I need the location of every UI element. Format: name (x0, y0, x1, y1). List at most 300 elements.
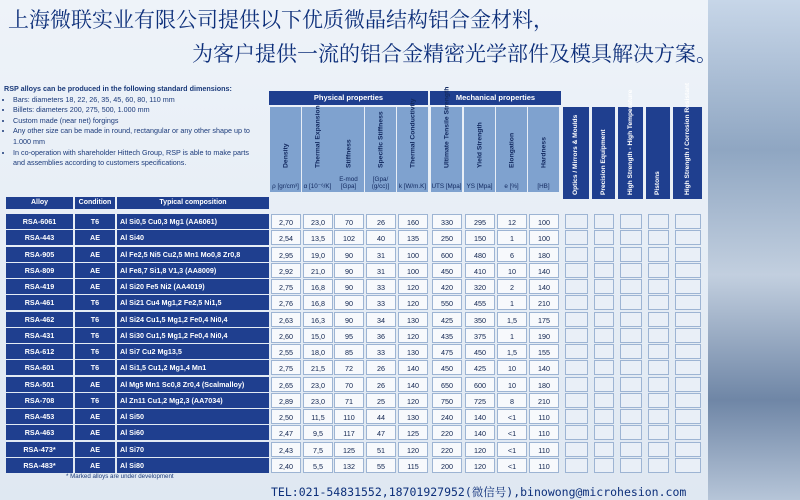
property-value: 13,5 (303, 230, 333, 245)
alloy-condition: T6 (75, 328, 115, 343)
property-value: 110 (334, 409, 364, 424)
application-cell (565, 360, 588, 375)
property-value: 140 (398, 360, 428, 375)
application-cell (675, 442, 701, 457)
intro-bullet: • Billets: diameters 200, 275, 500, 1.000 mm (13, 105, 262, 116)
photo-panel (708, 0, 800, 500)
property-value: 550 (432, 295, 462, 310)
property-value: 2,54 (271, 230, 301, 245)
application-cell (620, 425, 642, 440)
property-value: 180 (529, 247, 559, 262)
property-value: 16,8 (303, 295, 333, 310)
application-cell (565, 425, 588, 440)
column-header-unit: YS [Mpa] (466, 183, 493, 190)
column-header (333, 107, 365, 192)
property-value: 240 (432, 409, 462, 424)
property-value: 100 (398, 247, 428, 262)
application-cell (620, 377, 642, 392)
alloy-condition: AE (75, 425, 115, 440)
application-cell (648, 360, 669, 375)
application-cell (565, 458, 588, 473)
property-value: 33 (366, 295, 396, 310)
property-value: 115 (398, 458, 428, 473)
alloy-name: RSA-809 (6, 263, 73, 278)
application-cell (565, 377, 588, 392)
property-value: 125 (398, 425, 428, 440)
alloy-condition: T6 (75, 344, 115, 359)
alloy-name: RSA-6061 (6, 214, 73, 229)
property-value: 120 (398, 279, 428, 294)
table-row (6, 230, 706, 245)
application-cell (648, 377, 669, 392)
intro-bullet: • Bars: diameters 18, 22, 26, 35, 45, 60, 80, 110 mm (13, 95, 262, 106)
property-value: 140 (529, 263, 559, 278)
application-cell (620, 247, 642, 262)
application-cell (648, 425, 669, 440)
headline-line-1: 上海微联实业有限公司提供以下优质微晶结构铝合金材料， (8, 8, 554, 32)
application-cell (648, 328, 669, 343)
property-value: 23,0 (303, 377, 333, 392)
alloy-condition: AE (75, 458, 115, 473)
property-value: 2 (497, 279, 527, 294)
property-value: 117 (334, 425, 364, 440)
application-cell (675, 344, 701, 359)
condition-column-header: Condition (75, 197, 115, 209)
alloy-composition: Al Si60 (117, 425, 269, 440)
property-value: 180 (529, 377, 559, 392)
application-cell (565, 409, 588, 424)
alloy-condition: T6 (75, 312, 115, 327)
property-value: 125 (334, 442, 364, 457)
alloy-composition: Al Si80 (117, 458, 269, 473)
application-cell (594, 263, 614, 278)
composition-column-header: Typical composition (117, 197, 269, 209)
alloy-composition: Al Si1,5 Cu1,2 Mg1,4 Mn1 (117, 360, 269, 375)
property-value: 90 (334, 312, 364, 327)
property-value: 110 (529, 409, 559, 424)
application-cell (565, 247, 588, 262)
property-value: 600 (465, 377, 495, 392)
table-row (6, 377, 706, 392)
application-cell (565, 230, 588, 245)
property-value: 320 (465, 279, 495, 294)
property-value: <1 (497, 458, 527, 473)
property-value: 47 (366, 425, 396, 440)
column-header-label: Thermal Expansion (314, 105, 321, 168)
alloy-composition: Al Si21 Cu4 Mg1,2 Fe2,5 Ni1,5 (117, 295, 269, 310)
property-value: 90 (334, 279, 364, 294)
application-cell (648, 393, 669, 408)
property-value: 51 (366, 442, 396, 457)
application-cell (565, 328, 588, 343)
property-value: 130 (398, 409, 428, 424)
property-value: 18,0 (303, 344, 333, 359)
intro-bullet: • Custom made (near net) forgings (13, 116, 262, 127)
property-value: 40 (366, 230, 396, 245)
column-header-unit: E-mod [Gpa] (339, 176, 358, 190)
application-cell (620, 263, 642, 278)
property-value: 6 (497, 247, 527, 262)
alloy-composition: Al Fe2,5 Ni5 Cu2,5 Mn1 Mo0,8 Zr0,8 (117, 247, 269, 262)
alloy-name: RSA-483* (6, 458, 73, 473)
property-value: 33 (366, 344, 396, 359)
property-value: 23,0 (303, 214, 333, 229)
alloy-composition: Al Fe8,7 Si1,8 V1,3 (AA8009) (117, 263, 269, 278)
alloy-name: RSA-601 (6, 360, 73, 375)
property-value: 120 (465, 458, 495, 473)
application-cell (620, 409, 642, 424)
property-value: 650 (432, 377, 462, 392)
headline-line-2: 为客户提供一流的铝合金精密光学部件及模具解决方案。 (192, 42, 717, 66)
application-cell (594, 360, 614, 375)
table-row (6, 442, 706, 457)
property-value: <1 (497, 409, 527, 424)
property-value: 132 (334, 458, 364, 473)
application-cell (594, 458, 614, 473)
application-cell (620, 442, 642, 457)
column-header-label: Stiffness (345, 139, 352, 168)
column-header-label: Hardness (540, 137, 547, 168)
property-value: 480 (465, 247, 495, 262)
property-value: 10 (497, 360, 527, 375)
alloy-composition: Al Si40 (117, 230, 269, 245)
application-column-header (592, 107, 616, 199)
column-header-label: Density (282, 143, 289, 168)
application-cell (594, 279, 614, 294)
property-value: 250 (432, 230, 462, 245)
property-value: 95 (334, 328, 364, 343)
application-cell (565, 214, 588, 229)
table-row (6, 360, 706, 375)
property-value: 2,43 (271, 442, 301, 457)
application-cell (565, 393, 588, 408)
application-cell (565, 442, 588, 457)
application-cell (594, 214, 614, 229)
property-value: 1 (497, 230, 527, 245)
column-header (431, 86, 463, 192)
alloy-condition: T6 (75, 360, 115, 375)
application-cell (648, 279, 669, 294)
property-value: 55 (366, 458, 396, 473)
property-value: 110 (529, 458, 559, 473)
alloy-condition: AE (75, 442, 115, 457)
column-header (365, 107, 397, 192)
column-header-unit: [HB] (537, 183, 550, 190)
application-column-header (673, 82, 703, 199)
property-value: 26 (366, 377, 396, 392)
property-value: 15,0 (303, 328, 333, 343)
application-cell (620, 328, 642, 343)
property-value: 7,5 (303, 442, 333, 457)
property-value: 100 (529, 214, 559, 229)
property-value: 120 (398, 442, 428, 457)
application-column-header (646, 107, 671, 199)
alloy-composition: Al Zn11 Cu1,2 Mg2,3 (AA7034) (117, 393, 269, 408)
alloy-name: RSA-462 (6, 312, 73, 327)
property-value: 2,47 (271, 425, 301, 440)
property-value: 25 (366, 393, 396, 408)
property-value: 2,63 (271, 312, 301, 327)
property-value: 450 (432, 360, 462, 375)
application-column-label: Optics / Mirrors & Moulds (572, 114, 579, 195)
property-value: 2,50 (271, 409, 301, 424)
property-value: 8 (497, 393, 527, 408)
application-cell (620, 393, 642, 408)
alloy-condition: AE (75, 279, 115, 294)
alloy-name: RSA-708 (6, 393, 73, 408)
property-value: 2,89 (271, 393, 301, 408)
intro-bullet-list (4, 95, 262, 169)
application-column-header (618, 89, 644, 199)
property-value: 425 (465, 360, 495, 375)
property-value: 150 (465, 230, 495, 245)
column-header-label: Ultimate Tensile Strength (443, 86, 450, 168)
column-header-label: Yield Strength (476, 122, 483, 168)
alloy-name: RSA-612 (6, 344, 73, 359)
property-value: 210 (529, 393, 559, 408)
alloy-name: RSA-453 (6, 409, 73, 424)
property-value: 71 (334, 393, 364, 408)
property-value: 90 (334, 295, 364, 310)
application-cell (565, 279, 588, 294)
application-cell (565, 344, 588, 359)
column-header-unit: k [W/m.K] (398, 183, 427, 190)
application-cell (620, 230, 642, 245)
application-cell (675, 377, 701, 392)
property-value: 120 (398, 393, 428, 408)
application-cell (648, 247, 669, 262)
application-cell (648, 344, 669, 359)
table-row (6, 393, 706, 408)
column-header-unit: [Gpa/ (g/cc)] (371, 176, 390, 190)
column-header-unit: ρ [gr/cm³] (272, 183, 299, 190)
property-value: 140 (529, 360, 559, 375)
property-value: 1,5 (497, 344, 527, 359)
property-value: 135 (398, 230, 428, 245)
application-cell (648, 230, 669, 245)
application-cell (594, 425, 614, 440)
property-value: 455 (465, 295, 495, 310)
alloy-condition: AE (75, 377, 115, 392)
property-value: 72 (334, 360, 364, 375)
property-value: 10 (497, 263, 527, 278)
property-value: 140 (465, 425, 495, 440)
property-value: 175 (529, 312, 559, 327)
property-value: 160 (398, 214, 428, 229)
property-value: 85 (334, 344, 364, 359)
property-value: 1,5 (497, 312, 527, 327)
property-value: 31 (366, 247, 396, 262)
column-header-label: Elongation (508, 132, 515, 168)
property-value: 210 (529, 295, 559, 310)
property-value: 140 (465, 409, 495, 424)
application-cell (675, 312, 701, 327)
property-value: 410 (465, 263, 495, 278)
property-value: 100 (529, 230, 559, 245)
property-value: 120 (398, 328, 428, 343)
table-row (6, 425, 706, 440)
alloy-name: RSA-473* (6, 442, 73, 457)
column-header-label: Specific Stiffness (377, 111, 384, 168)
application-cell (648, 263, 669, 278)
application-cell (675, 393, 701, 408)
table-row (6, 312, 706, 327)
application-cell (648, 214, 669, 229)
property-value: 130 (398, 344, 428, 359)
application-cell (620, 214, 642, 229)
alloy-composition: Al Si20 Fe5 Ni2 (AA4019) (117, 279, 269, 294)
application-cell (620, 458, 642, 473)
property-value: 19,0 (303, 247, 333, 262)
application-cell (565, 263, 588, 278)
property-value: 33 (366, 279, 396, 294)
property-value: 31 (366, 263, 396, 278)
alloy-condition: T6 (75, 393, 115, 408)
property-value: 295 (465, 214, 495, 229)
column-header-unit: α [10⁻⁶/K] (303, 183, 332, 190)
column-header (270, 107, 302, 192)
application-cell (675, 214, 701, 229)
application-cell (620, 295, 642, 310)
application-cell (620, 344, 642, 359)
property-value: 10 (497, 377, 527, 392)
property-value: 600 (432, 247, 462, 262)
application-column-label: High Strength / Corrosion Resistant (683, 82, 691, 195)
column-header-unit: e [%] (504, 183, 519, 190)
column-header (397, 98, 429, 192)
property-value: 2,76 (271, 295, 301, 310)
application-cell (594, 377, 614, 392)
mechanical-properties-header: Mechanical properties (430, 91, 561, 105)
property-value: 450 (465, 344, 495, 359)
property-value: 2,70 (271, 214, 301, 229)
property-value: 725 (465, 393, 495, 408)
application-cell (620, 279, 642, 294)
contact-info: TEL:021-54831552,18701927952(微信号),binowong@microhesion.com (271, 485, 687, 499)
application-cell (594, 295, 614, 310)
alloy-name: RSA-463 (6, 425, 73, 440)
table-row (6, 279, 706, 294)
application-cell (675, 360, 701, 375)
application-column-label: Precision Equipment (599, 129, 607, 195)
alloy-composition: Al Si50 (117, 409, 269, 424)
property-value: 16,3 (303, 312, 333, 327)
table-row (6, 409, 706, 424)
application-cell (565, 312, 588, 327)
column-header (464, 107, 496, 192)
property-value: 190 (529, 328, 559, 343)
alloy-column-header: Alloy (6, 197, 73, 209)
table-row (6, 263, 706, 278)
column-header-unit: UTS [Mpa] (431, 183, 462, 190)
intro-bullet: • Any other size can be made in round, rectangular or any other shape up to 1.000 mm (13, 126, 262, 147)
property-value: 21,0 (303, 263, 333, 278)
property-value: 420 (432, 279, 462, 294)
property-value: 26 (366, 360, 396, 375)
property-value: <1 (497, 442, 527, 457)
property-value: 350 (465, 312, 495, 327)
table-row (6, 214, 706, 229)
dimensions-intro (4, 84, 262, 169)
application-cell (594, 230, 614, 245)
alloy-condition: T6 (75, 295, 115, 310)
application-cell (675, 458, 701, 473)
property-value: 16,8 (303, 279, 333, 294)
property-value: 435 (432, 328, 462, 343)
property-value: 375 (465, 328, 495, 343)
property-value: 330 (432, 214, 462, 229)
alloy-composition: Al Si30 Cu1,5 Mg1,2 Fe0,4 Ni0,4 (117, 328, 269, 343)
property-value: 120 (465, 442, 495, 457)
application-cell (594, 328, 614, 343)
application-cell (594, 442, 614, 457)
intro-bullet: • In co-operation with shareholder Hittech Group, RSP is able to make parts and assemblies according to customers specifications. (13, 148, 262, 169)
application-cell (594, 344, 614, 359)
table-row (6, 344, 706, 359)
application-cell (675, 230, 701, 245)
property-value: 110 (529, 442, 559, 457)
property-value: 26 (366, 214, 396, 229)
column-header (496, 107, 528, 192)
property-value: 23,0 (303, 393, 333, 408)
alloy-name: RSA-443 (6, 230, 73, 245)
property-value: 2,65 (271, 377, 301, 392)
property-value: 450 (432, 263, 462, 278)
application-cell (620, 312, 642, 327)
property-value: 5,5 (303, 458, 333, 473)
application-cell (675, 279, 701, 294)
property-value: 11,5 (303, 409, 333, 424)
application-column-label: Pistons (654, 171, 661, 195)
property-value: 2,95 (271, 247, 301, 262)
application-cell (675, 409, 701, 424)
property-value: 2,40 (271, 458, 301, 473)
table-row (6, 328, 706, 343)
alloy-name: RSA-419 (6, 279, 73, 294)
property-value: 2,75 (271, 279, 301, 294)
property-value: 200 (432, 458, 462, 473)
application-cell (594, 409, 614, 424)
property-value: 220 (432, 425, 462, 440)
property-value: 70 (334, 377, 364, 392)
property-value: 475 (432, 344, 462, 359)
property-value: 2,75 (271, 360, 301, 375)
property-value: 750 (432, 393, 462, 408)
property-value: <1 (497, 425, 527, 440)
column-header-label: Thermal Conductivity (409, 98, 416, 168)
application-cell (675, 425, 701, 440)
property-value: 100 (398, 263, 428, 278)
alloy-name: RSA-461 (6, 295, 73, 310)
application-cell (565, 295, 588, 310)
table-row (6, 458, 706, 473)
alloy-name: RSA-905 (6, 247, 73, 262)
property-value: 140 (398, 377, 428, 392)
application-cell (675, 328, 701, 343)
property-value: 36 (366, 328, 396, 343)
property-value: 44 (366, 409, 396, 424)
property-value: 2,55 (271, 344, 301, 359)
application-cell (594, 247, 614, 262)
table-row (6, 247, 706, 262)
application-cell (648, 409, 669, 424)
intro-heading: RSP alloys can be produced in the following standard dimensions: (4, 84, 232, 93)
property-value: 2,60 (271, 328, 301, 343)
alloy-name: RSA-501 (6, 377, 73, 392)
property-value: 1 (497, 295, 527, 310)
property-value: 155 (529, 344, 559, 359)
alloy-condition: AE (75, 230, 115, 245)
